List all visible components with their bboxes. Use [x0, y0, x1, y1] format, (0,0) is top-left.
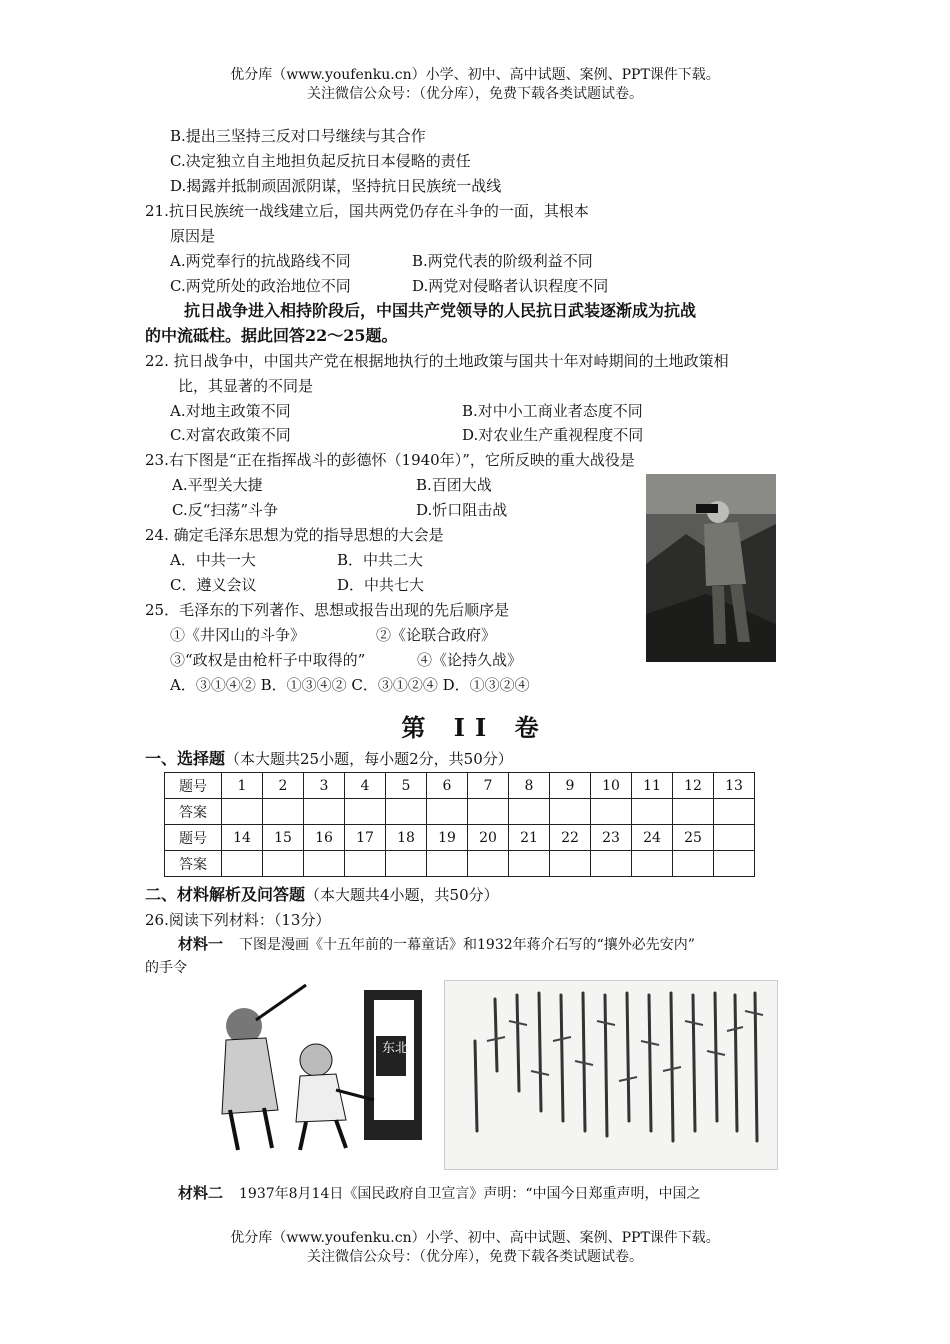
question-number: 23	[591, 825, 632, 851]
question-number: 21	[509, 825, 550, 851]
question-number: 8	[509, 773, 550, 799]
table-row-numbers-1	[165, 773, 755, 799]
question-number: 15	[263, 825, 304, 851]
table-row-answers-2	[165, 851, 755, 877]
header-line-1: 优分库（www.youfenku.cn）小学、初中、高中试题、案例、PPT课件下载。	[230, 67, 720, 83]
q20-option-b: B.提出三坚持三反对口号继续与其合作	[170, 127, 426, 145]
footer-line-2: 关注微信公众号：（优分库），免费下载各类试题试卷。	[307, 1249, 643, 1265]
q22-option-c: C.对富农政策不同	[170, 426, 291, 444]
answer-cell[interactable]	[222, 799, 263, 825]
q24-option-b: B．中共二大	[337, 551, 424, 569]
table-row-numbers-2	[165, 825, 755, 851]
q23-option-a: A.平型关大捷	[172, 476, 263, 494]
row-label-num: 题号	[165, 825, 222, 851]
answer-cell[interactable]	[263, 799, 304, 825]
cartoon-image	[196, 980, 428, 1154]
answer-cell[interactable]	[591, 799, 632, 825]
q22-stem-1: 22. 抗日战争中，中国共产党在根据地执行的土地政策与国共十年对峙期间的土地政策相	[145, 352, 729, 370]
question-number	[714, 825, 755, 851]
q22-option-d: D.对农业生产重视程度不同	[462, 426, 644, 444]
q21-option-b: B.两党代表的阶级利益不同	[412, 252, 593, 270]
part2-note: （本大题共4小题，共50分）	[305, 886, 499, 904]
question-number: 18	[386, 825, 427, 851]
question-number: 11	[632, 773, 673, 799]
question-number: 7	[468, 773, 509, 799]
q21-option-a: A.两党奉行的抗战路线不同	[170, 252, 351, 270]
intro-line-2: 的中流砥柱。据此回答22～25题。	[145, 326, 398, 345]
q25-item-2: ②《论联合政府》	[376, 626, 497, 644]
q21-stem-2: 原因是	[170, 227, 216, 245]
answer-cell[interactable]	[427, 851, 468, 877]
part2-heading: 二、材料解析及问答题	[145, 885, 306, 904]
q21-option-d: D.两党对侵略者认识程度不同	[412, 277, 609, 295]
answer-table	[164, 772, 755, 877]
question-number: 16	[304, 825, 345, 851]
part1-heading-line	[145, 748, 513, 770]
q26-material2-line	[178, 1182, 701, 1205]
answer-cell[interactable]	[386, 851, 427, 877]
answer-cell[interactable]	[304, 799, 345, 825]
question-number: 22	[550, 825, 591, 851]
q23-stem: 23.右下图是“正在指挥战斗的彭德怀（1940年）”，它所反映的重大战役是	[145, 451, 635, 469]
question-number: 5	[386, 773, 427, 799]
question-number: 4	[345, 773, 386, 799]
q22-option-b: B.对中小工商业者态度不同	[462, 402, 643, 420]
q23-option-b: B.百团大战	[416, 476, 492, 494]
answer-cell	[714, 851, 755, 877]
row-label-ans: 答案	[165, 851, 222, 877]
question-number: 12	[673, 773, 714, 799]
section-title: 第 II 卷	[401, 713, 549, 742]
q22-option-a: A.对地主政策不同	[170, 402, 291, 420]
question-number: 2	[263, 773, 304, 799]
q25-item-1: ①《井冈山的斗争》	[170, 626, 306, 644]
peng-dehuai-photo	[646, 474, 776, 662]
handwritten-order-image	[444, 980, 778, 1170]
row-label-num: 题号	[165, 773, 222, 799]
question-number: 6	[427, 773, 468, 799]
answer-cell[interactable]	[304, 851, 345, 877]
q21-option-c: C.两党所处的政治地位不同	[170, 277, 351, 295]
footer-line-1: 优分库（www.youfenku.cn）小学、初中、高中试题、案例、PPT课件下载。	[230, 1230, 720, 1246]
answer-cell[interactable]	[263, 851, 304, 877]
q26-stem: 26.阅读下列材料：（13分）	[145, 911, 331, 929]
question-number: 17	[345, 825, 386, 851]
table-row-answers-1	[165, 799, 755, 825]
answer-cell[interactable]	[509, 851, 550, 877]
answer-cell[interactable]	[509, 799, 550, 825]
row-label-ans: 答案	[165, 799, 222, 825]
answer-cell[interactable]	[468, 851, 509, 877]
question-number: 10	[591, 773, 632, 799]
question-number: 3	[304, 773, 345, 799]
answer-cell[interactable]	[673, 851, 714, 877]
material2-text: 1937年8月14日《国民政府自卫宣言》声明：“中国今日郑重声明，中国之	[239, 1186, 701, 1202]
question-number: 1	[222, 773, 263, 799]
answer-cell[interactable]	[632, 799, 673, 825]
intro-line-1: 抗日战争进入相持阶段后，中国共产党领导的人民抗日武装逐渐成为抗战	[184, 301, 697, 320]
answer-cell[interactable]	[591, 851, 632, 877]
material1-text: 下图是漫画《十五年前的一幕童话》和1932年蒋介石写的“攘外必先安内”	[239, 937, 695, 953]
q26-material1-line	[178, 933, 695, 956]
answer-cell[interactable]	[550, 799, 591, 825]
q20-option-d: D.揭露并抵制顽固派阴谋，坚持抗日民族统一战线	[170, 177, 502, 195]
q23-option-d: D.忻口阻击战	[416, 501, 508, 519]
q24-option-a: A．中共一大	[170, 551, 256, 569]
question-number: 24	[632, 825, 673, 851]
answer-cell[interactable]	[714, 799, 755, 825]
cartoon-sign-text: 东北	[382, 1041, 409, 1056]
material1-text-2: 的手令	[145, 960, 187, 976]
q24-stem: 24. 确定毛泽东思想为党的指导思想的大会是	[145, 526, 444, 544]
question-number: 25	[673, 825, 714, 851]
material2-label: 材料二	[178, 1184, 224, 1202]
answer-cell[interactable]	[673, 799, 714, 825]
part1-heading: 一、选择题	[145, 749, 226, 768]
part1-note: （本大题共25小题，每小题2分，共50分）	[225, 750, 513, 768]
q24-option-c: C．遵义会议	[170, 576, 257, 594]
header-line-2: 关注微信公众号：（优分库），免费下载各类试题试卷。	[307, 86, 643, 102]
answer-cell[interactable]	[345, 851, 386, 877]
q23-option-c: C.反“扫荡”斗争	[172, 501, 279, 519]
answer-cell[interactable]	[222, 851, 263, 877]
answer-cell[interactable]	[386, 799, 427, 825]
answer-cell[interactable]	[468, 799, 509, 825]
answer-cell[interactable]	[345, 799, 386, 825]
question-number: 9	[550, 773, 591, 799]
answer-cell[interactable]	[550, 851, 591, 877]
material1-label: 材料一	[178, 935, 224, 953]
answer-cell[interactable]	[427, 799, 468, 825]
q21-stem-1: 21.抗日民族统一战线建立后，国共两党仍存在斗争的一面，其根本	[145, 202, 589, 220]
q24-option-d: D．中共七大	[337, 576, 425, 594]
question-number: 14	[222, 825, 263, 851]
question-number: 19	[427, 825, 468, 851]
q25-item-4: ④《论持久战》	[417, 651, 523, 669]
q22-stem-2: 比，其显著的不同是	[178, 377, 314, 395]
question-number: 13	[714, 773, 755, 799]
q20-option-c: C.决定独立自主地担负起反抗日本侵略的责任	[170, 152, 471, 170]
q25-item-3: ③“政权是由枪杆子中取得的”	[170, 651, 366, 669]
question-number: 20	[468, 825, 509, 851]
q25-stem: 25．毛泽东的下列著作、思想或报告出现的先后顺序是	[145, 601, 510, 619]
answer-cell[interactable]	[632, 851, 673, 877]
q25-options: A．③①④② B．①③④② C．③①②④ D．①③②④	[170, 676, 530, 694]
part2-heading-line	[145, 884, 499, 906]
